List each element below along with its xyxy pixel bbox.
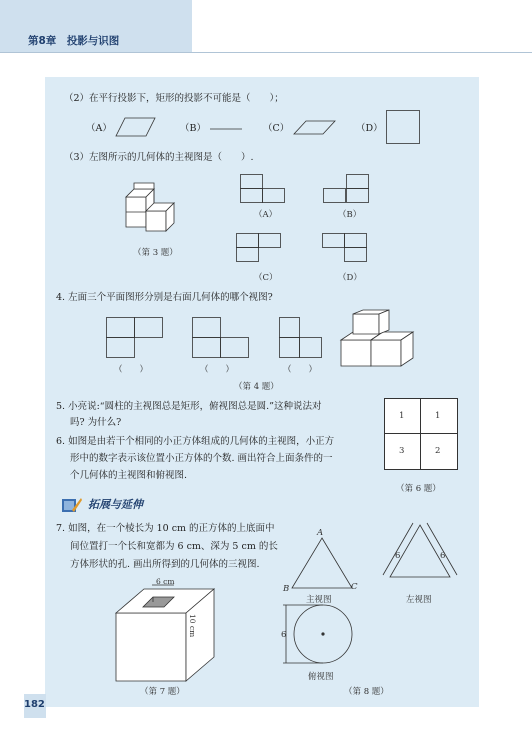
q2-option-d-label: （D） (356, 123, 383, 134)
q6-front-view-grid (384, 398, 458, 470)
q5-line-2: 吗? 为什么? (70, 417, 122, 428)
q6-line-1: 6. 如图是由若干个相同的小正方体组成的几何体的主视图，小正方 (56, 436, 335, 447)
q7-line-3: 方体形状的孔. 画出所得到的几何体的三视图. (70, 559, 260, 570)
q4-text: 4. 左面三个平面图形分别是右面几何体的哪个视图? (56, 292, 273, 303)
q8-left-view-label: 左视图 (406, 595, 432, 605)
q3-caption: （第 3 题） (133, 248, 178, 258)
parallelogram-a-shape (116, 117, 156, 137)
q8-front-view-triangle (292, 538, 352, 590)
q3-option-d-label: （D） (338, 273, 362, 283)
q8-circle-dimension: 6 (281, 630, 287, 640)
q8-top-view-circle (281, 604, 357, 666)
q4-view-2 (192, 317, 250, 359)
q6-line-3: 个几何体的主视图和俯视图. (70, 470, 188, 481)
q7-hole-dimension: 6 cm (156, 577, 175, 586)
q8-left-dimension-2: 6 (440, 551, 446, 561)
q8-front-view-label: 主视图 (306, 595, 332, 605)
q7-line-2: 间位置打一个长和宽都为 6 cm、深为 5 cm 的长 (70, 541, 278, 552)
q7-line-1: 7. 如图，在一个棱长为 10 cm 的正方体的上底面中 (56, 523, 275, 534)
q4-solid-figure (341, 310, 415, 374)
q3-option-d-figure (322, 233, 374, 263)
q2-option-c-label: （C） (263, 123, 290, 134)
page-number: 182 (24, 699, 45, 710)
q2-option-b-label: （B） (180, 123, 206, 134)
q8-top-view-label: 俯视图 (308, 672, 334, 682)
q3-option-c-label: （C） (254, 273, 278, 283)
q8-vertex-b: B (283, 584, 290, 594)
exercise-panel (45, 77, 479, 707)
q3-option-b-figure (323, 174, 375, 204)
q4-view-3 (279, 317, 323, 359)
header-title (28, 33, 119, 48)
q5-line-1: 5. 小亮说:“圆柱的主视图总是矩形，俯视图总是圆.”这种说法对 (56, 401, 322, 412)
q6-caption: （第 6 题） (396, 484, 441, 494)
q4-caption: （第 4 题） (234, 382, 279, 392)
section-title: 拓展与延伸 (88, 498, 143, 511)
q4-blank-2: （ ） (200, 365, 235, 375)
q8-left-dimension-1: 6 (395, 551, 401, 561)
chapter-title: 投影与识图 (66, 35, 120, 47)
q3-option-b-label: （B） (338, 210, 362, 220)
grid-cell-1: 1 (399, 411, 405, 421)
q2-text: （2）在平行投影下，矩形的投影不可能是（ ）； (64, 93, 284, 104)
q6-line-2: 形中的数字表示该位置小正方体的个数. 画出符合上面条件的一 (70, 453, 333, 464)
page-header (0, 0, 532, 52)
q2-option-a-label: （A） (86, 123, 112, 134)
q8-vertex-c: C (351, 582, 358, 592)
q3-option-a-figure (240, 174, 292, 204)
grid-cell-2: 1 (435, 411, 441, 421)
q7-height-dimension: 10 cm (188, 614, 197, 638)
header-rule (0, 52, 532, 53)
q8-caption: （第 8 题） (344, 687, 389, 697)
q7-cube-figure (116, 585, 216, 681)
square-d-shape (386, 110, 420, 144)
q3-option-c-figure (236, 233, 288, 263)
q3-option-a-label: （A） (254, 210, 278, 220)
q8-left-view-triangle (380, 523, 460, 585)
q3-solid-figure (126, 183, 182, 235)
q4-blank-3: （ ） (283, 365, 318, 375)
q8-vertex-a: A (317, 528, 324, 538)
q3-text: （3）左图所示的几何体的主视图是（ ）. (64, 152, 254, 163)
chapter-number: 第8章 (28, 35, 57, 47)
parallelogram-c-shape (294, 120, 336, 135)
page-number-box (24, 694, 46, 718)
q4-view-1 (106, 317, 164, 359)
grid-cell-4: 2 (435, 446, 441, 456)
q4-blank-1: （ ） (114, 365, 149, 375)
segment-b-shape (210, 128, 242, 130)
book-pen-icon (62, 496, 82, 514)
q7-caption: （第 7 题） (140, 687, 185, 697)
grid-cell-3: 3 (399, 446, 405, 456)
